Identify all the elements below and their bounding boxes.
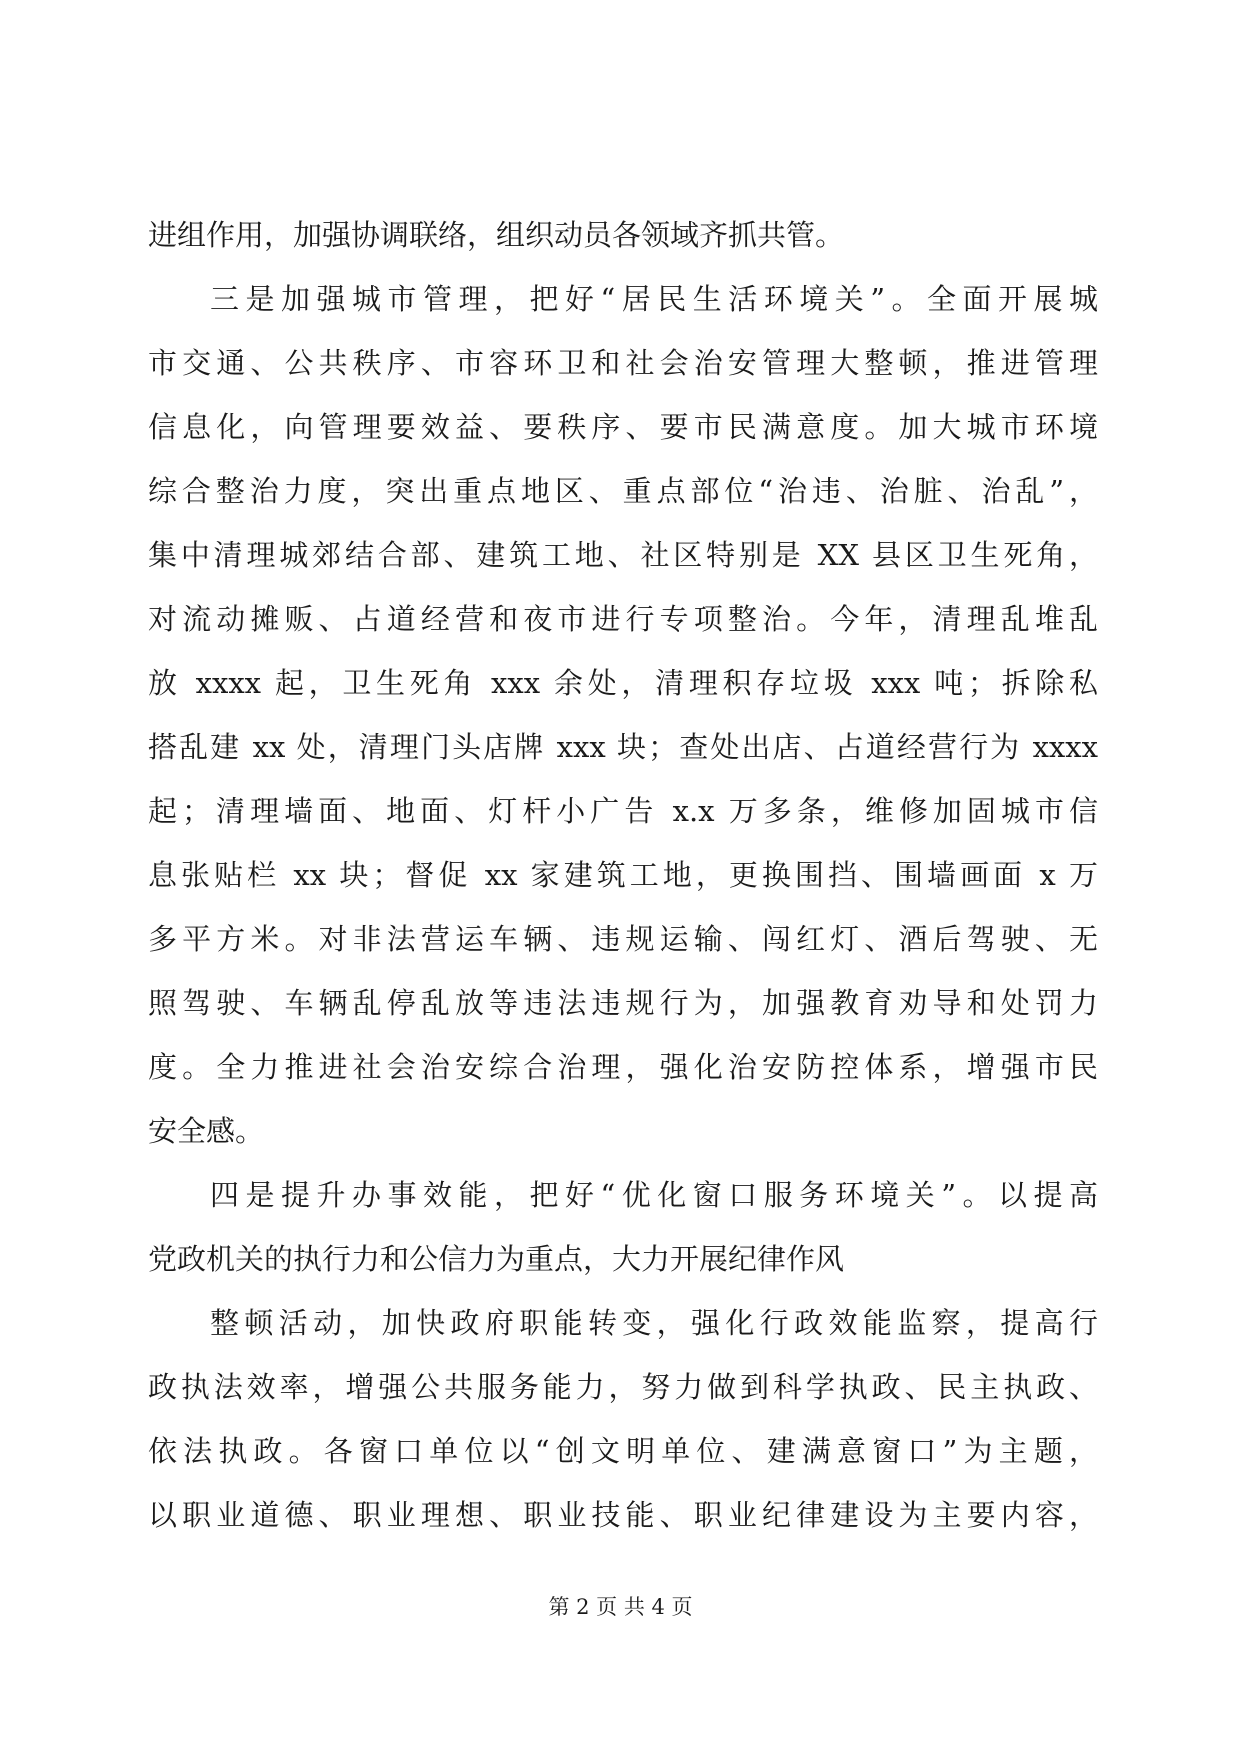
paragraph-5-first-line: 整顿活动，加快政府职能转变，强化行政效能监察，提高行 (210, 1306, 1098, 1340)
text-line-7: 对流动摊贩、占道经营和夜市进行专项整治。今年，清理乱堆乱 (148, 602, 1098, 636)
text-line-6: 集中清理城郊结合部、建筑工地、社区特别是 XX 县区卫生死角， (148, 538, 1098, 572)
paragraph-4-first-line: 四是提升办事效能，把好“优化窗口服务环境关”。以提高 (210, 1178, 1098, 1212)
text-line-10: 起；清理墙面、地面、灯杆小广告 x.x 万多条，维修加固城市信 (148, 794, 1098, 828)
text-line-13: 照驾驶、车辆乱停乱放等违法违规行为，加强教育劝导和处罚力 (148, 986, 1098, 1020)
text-line-4: 信息化，向管理要效益、要秩序、要市民满意度。加大城市环境 (148, 410, 1098, 444)
text-line-12: 多平方米。对非法营运车辆、违规运输、闯红灯、酒后驾驶、无 (148, 922, 1098, 956)
text-line-19: 政执法效率，增强公共服务能力，努力做到科学执政、民主执政、 (148, 1370, 1098, 1404)
text-line-8: 放 xxxx 起，卫生死角 xxx 余处，清理积存垃圾 xxx 吨；拆除私 (148, 666, 1098, 700)
document-body (148, 203, 1098, 1547)
text-line-14: 度。全力推进社会治安综合治理，强化治安防控体系，增强市民 (148, 1050, 1098, 1084)
text-line-3: 市交通、公共秩序、市容环卫和社会治安管理大整顿，推进管理 (148, 346, 1098, 380)
text-line-21: 以职业道德、职业理想、职业技能、职业纪律建设为主要内容， (148, 1498, 1098, 1532)
text-line-1: 进组作用，加强协调联络，组织动员各领域齐抓共管。 (148, 218, 845, 252)
text-line-9: 搭乱建 xx 处，清理门头店牌 xxx 块；查处出店、占道经营行为 xxxx (148, 730, 1098, 764)
text-line-20: 依法执政。各窗口单位以“创文明单位、建满意窗口”为主题， (148, 1434, 1098, 1468)
text-line-5: 综合整治力度，突出重点地区、重点部位“治违、治脏、治乱”， (148, 474, 1098, 508)
text-line-15: 安全感。 (148, 1114, 265, 1148)
text-line-11: 息张贴栏 xx 块；督促 xx 家建筑工地，更换围挡、围墙画面 x 万 (148, 858, 1098, 892)
paragraph-3-first-line: 三是加强城市管理，把好“居民生活环境关”。全面开展城 (210, 282, 1098, 316)
text-line-17: 党政机关的执行力和公信力为重点，大力开展纪律作风 (148, 1242, 845, 1276)
page-number-footer: 第 2 页 共 4 页 (548, 1595, 693, 1619)
